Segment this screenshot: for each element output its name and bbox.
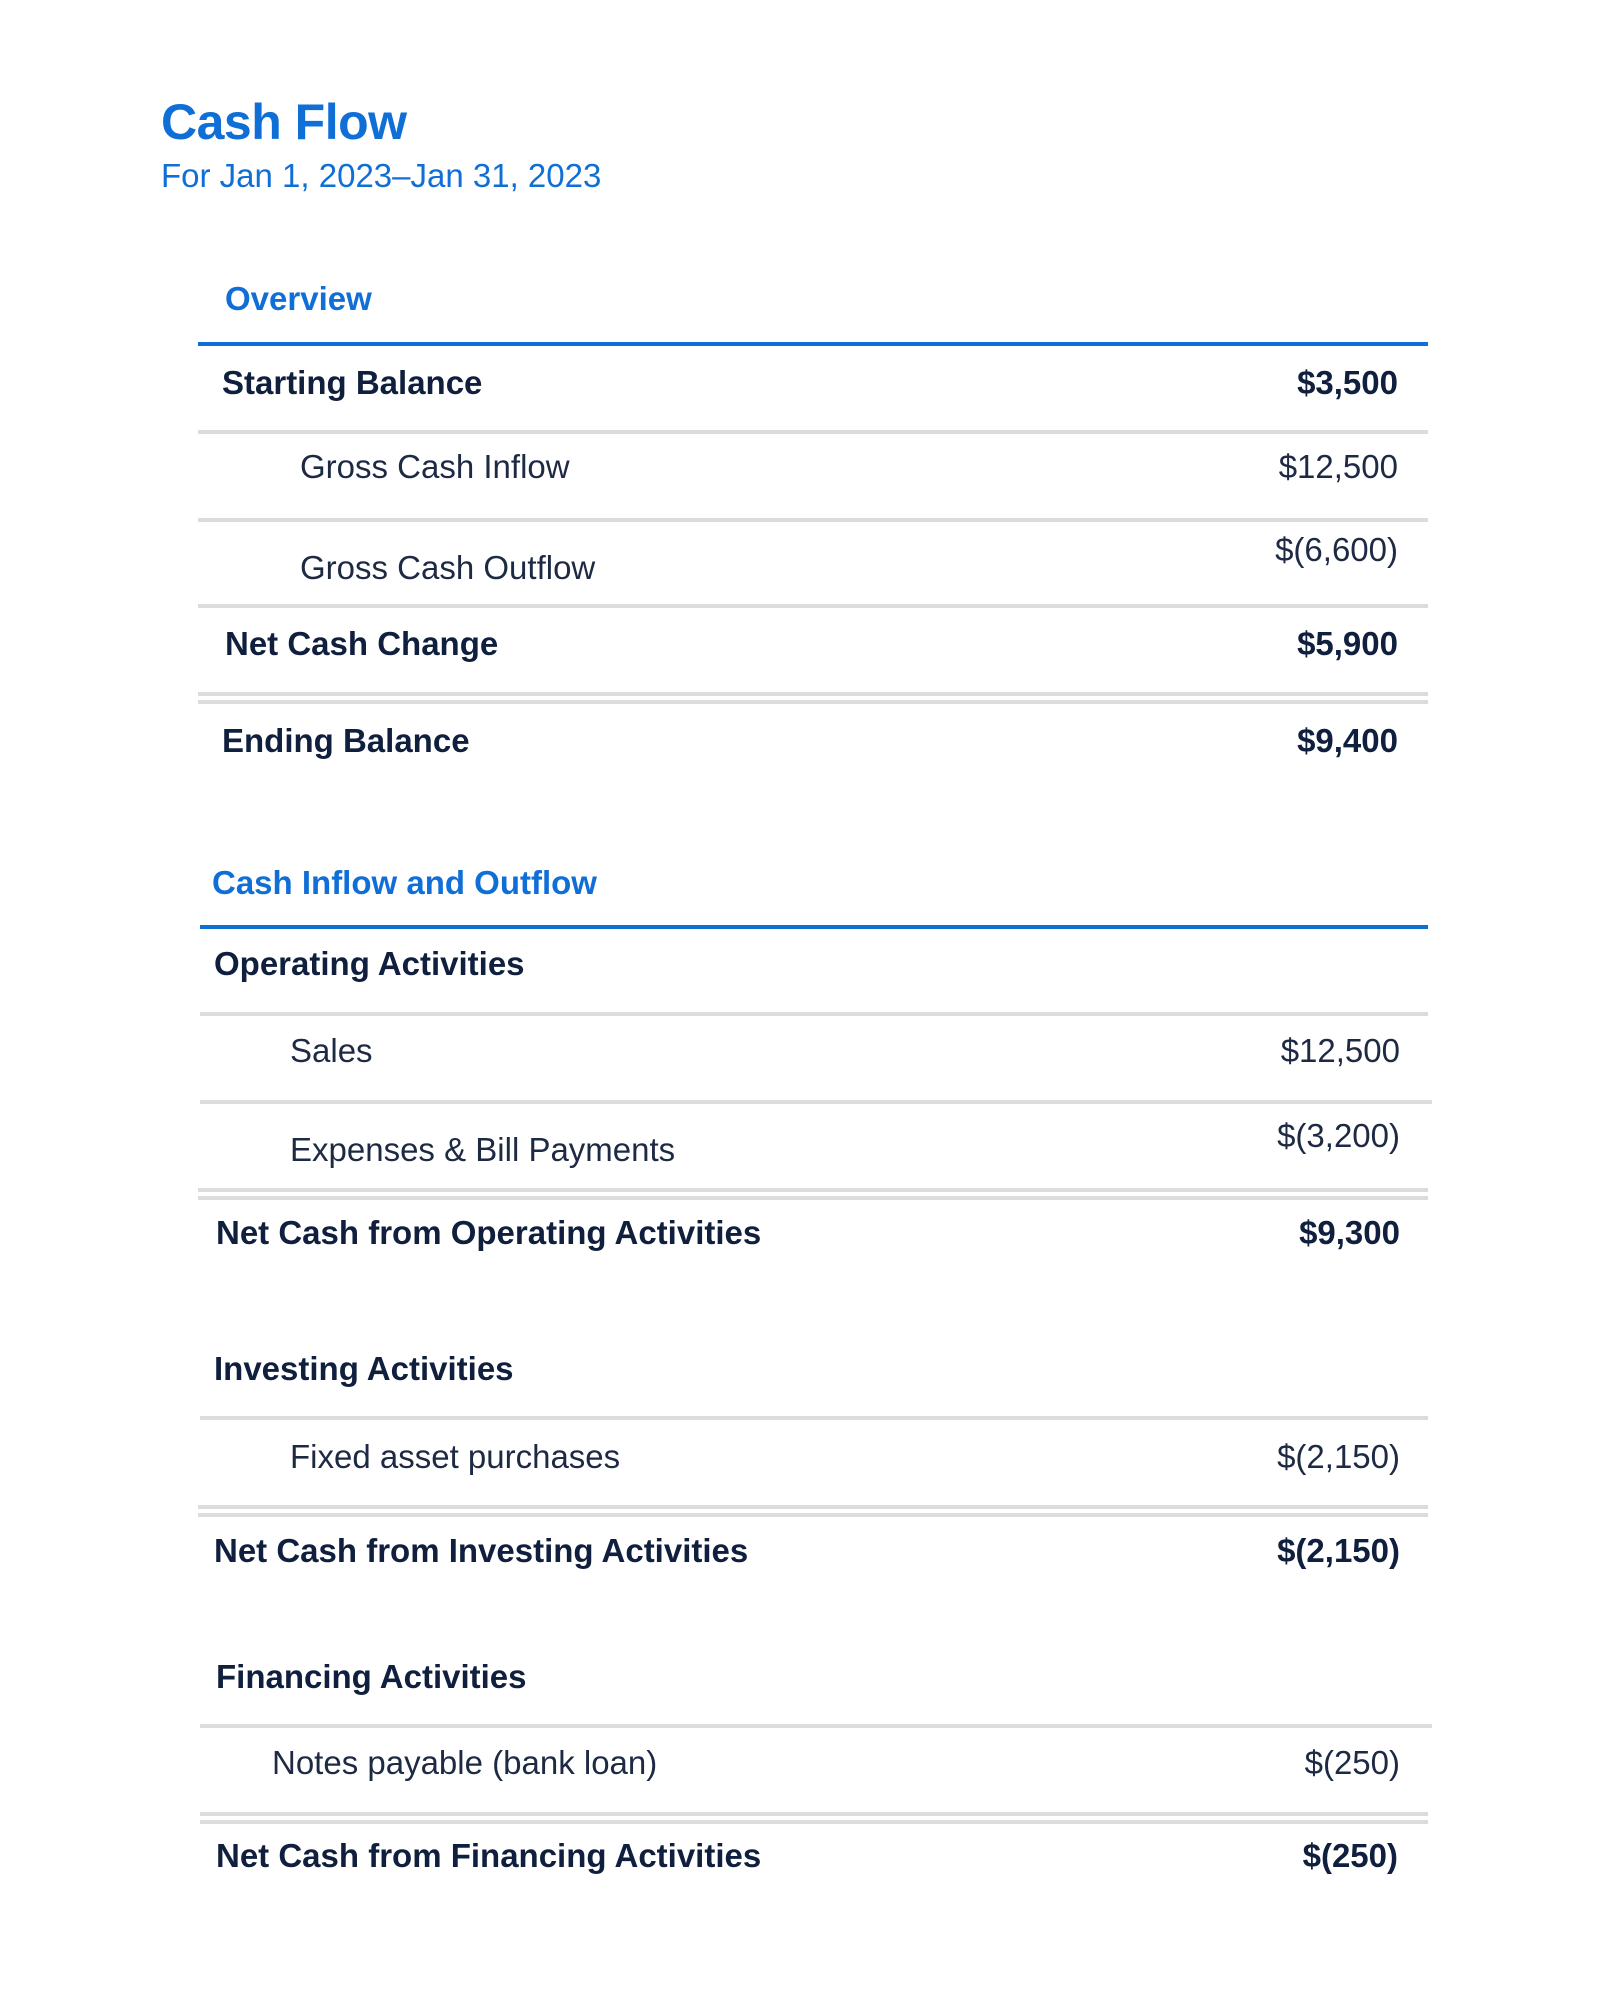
report-header [161,92,601,198]
row-expenses-bill-payments [0,1100,1600,1186]
row-notes-payable [0,1720,1600,1806]
row-amount: $12,500 [1280,1032,1400,1069]
row-ending-balance [0,698,1600,784]
row-amount: $(2,150) [1277,1532,1400,1569]
group-heading-financing [0,1634,1600,1720]
row-label: Gross Cash Outflow [300,548,596,586]
row-label: Fixed asset purchases [290,1438,621,1475]
page-title: Cash Flow [161,94,407,150]
row-gross-cash-inflow [0,424,1600,510]
row-label: Net Cash from Financing Activities [216,1837,762,1874]
section-title-overview: Overview [225,280,372,317]
row-amount: $12,500 [1278,448,1398,485]
row-amount: $9,300 [1299,1214,1400,1251]
row-net-cash-financing [0,1813,1600,1899]
row-label: Net Cash from Operating Activities [216,1214,762,1251]
row-label: Expenses & Bill Payments [290,1130,676,1168]
group-heading: Operating Activities [214,945,525,982]
page-subtitle: For Jan 1, 2023–Jan 31, 2023 [161,157,602,194]
row-amount: $(6,600) [1275,531,1398,569]
group-heading: Financing Activities [216,1658,527,1695]
row-amount: $(2,150) [1277,1438,1400,1475]
row-sales [0,1008,1600,1094]
row-net-cash-investing [0,1508,1600,1594]
row-amount: $9,400 [1297,722,1398,759]
row-amount: $(250) [1304,1744,1400,1781]
row-amount: $(250) [1302,1837,1398,1874]
group-heading: Investing Activities [214,1350,514,1387]
row-label: Starting Balance [222,364,483,401]
row-label: Ending Balance [222,722,470,759]
row-label: Sales [290,1032,373,1069]
row-label: Net Cash Change [225,625,499,662]
row-amount: $(3,200) [1277,1117,1400,1155]
group-heading-operating [0,921,1600,1007]
section-title-inflow-outflow: Cash Inflow and Outflow [212,864,597,901]
row-label: Notes payable (bank loan) [272,1744,658,1781]
row-gross-cash-outflow [0,516,1600,602]
row-fixed-asset-purchases [0,1414,1600,1500]
group-heading-investing [0,1326,1600,1412]
row-starting-balance [0,340,1600,426]
row-label: Gross Cash Inflow [300,448,570,485]
row-label: Net Cash from Investing Activities [214,1532,749,1569]
row-net-cash-change [0,601,1600,687]
row-net-cash-operating [0,1190,1600,1276]
row-amount: $3,500 [1297,364,1398,401]
row-amount: $5,900 [1297,625,1398,662]
